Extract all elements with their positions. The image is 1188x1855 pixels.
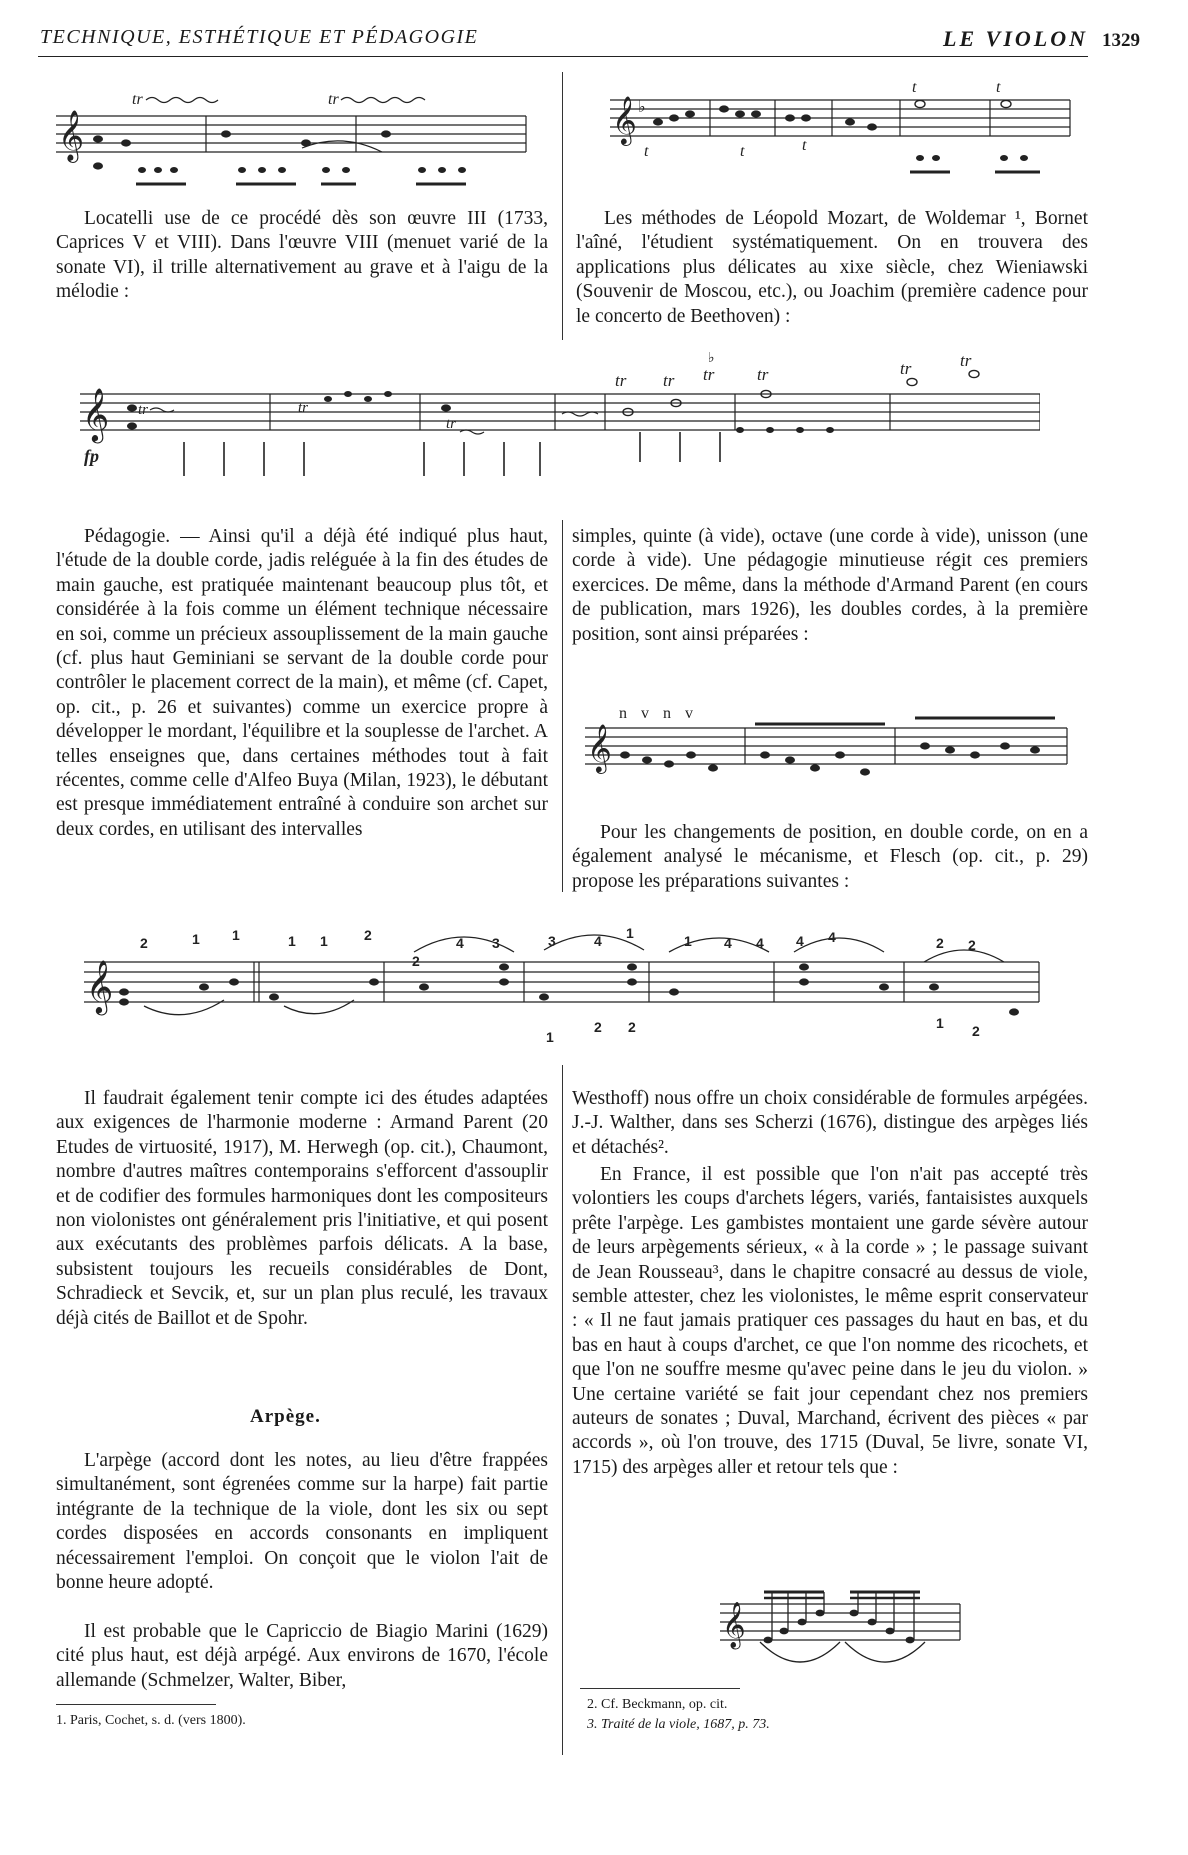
svg-text:tr: tr: [328, 91, 339, 108]
svg-text:1: 1: [232, 927, 240, 943]
svg-text:n v n v: n v n v: [619, 705, 698, 722]
svg-text:tr: tr: [138, 402, 149, 418]
footnote-1: 1. Paris, Cochet, s. d. (vers 1800).: [56, 1713, 246, 1728]
svg-text:4: 4: [796, 933, 804, 949]
svg-text:2: 2: [140, 935, 148, 951]
svg-text:1: 1: [626, 925, 634, 941]
svg-text:1: 1: [546, 1029, 554, 1045]
svg-text:4: 4: [594, 933, 602, 949]
svg-text:𝄞: 𝄞: [86, 959, 114, 1013]
paragraph-westhoff: Westhoff) nous offre un choix considérable de formules arpégées. J.-J. Walther, dans ses Scherzi (1676), distingue des arpèges liés et détachés².: [572, 1088, 1088, 1158]
svg-text:3: 3: [492, 935, 500, 951]
svg-text:2: 2: [968, 937, 976, 953]
svg-text:4: 4: [756, 935, 764, 951]
svg-text:t: t: [740, 143, 745, 160]
svg-text:4: 4: [456, 935, 464, 951]
svg-text:𝄞: 𝄞: [722, 1602, 746, 1648]
footnote-2: 2. Cf. Beckmann, op. cit.: [587, 1697, 728, 1712]
svg-text:2: 2: [594, 1019, 602, 1035]
music-example-duval: [720, 1580, 970, 1675]
section-heading-arpege: Arpège.: [250, 1406, 321, 1427]
column-rule-top: [562, 72, 563, 340]
music-example-wieniawski-joachim: [80, 352, 1040, 484]
paragraph-changements-position: Pour les changements de position, en double corde, on en a également analysé le mécanisme, et Flesch (op. cit., p. 29) propose les préparations suivantes :: [572, 822, 1088, 892]
svg-text:𝄞: 𝄞: [612, 95, 637, 144]
svg-text:tr: tr: [298, 400, 309, 416]
svg-text:♭: ♭: [708, 352, 715, 366]
footnote-rule-left: [56, 1704, 216, 1705]
music-example-mozart: [610, 72, 1080, 192]
svg-text:1: 1: [684, 933, 692, 949]
paragraph-simples: simples, quinte (à vide), octave (une corde à vide), unisson (une corde à vide). Une pédagogie minutieuse régit ces premiers exercices. De même, dans la méthode d'Armand Parent (en cours de publication, mars 1926), les doubles cordes, à la première position, sont ainsi préparées :: [572, 526, 1088, 645]
svg-text:t: t: [644, 143, 649, 160]
running-head-left: TECHNIQUE, ESTHÉTIQUE ET PÉDAGOGIE: [40, 26, 479, 48]
svg-text:tr: tr: [757, 365, 769, 384]
svg-text:tr: tr: [960, 352, 972, 370]
svg-text:2: 2: [972, 1023, 980, 1039]
music-example-flesch: [84, 922, 1044, 1052]
paragraph-methodes: Les méthodes de Léopold Mozart, de Woldemar ¹, Bornet l'aîné, l'étudient systématiquement. On en trouvera des applications plus délicates au xixe siècle, chez Wieniawski (Souvenir de Moscou, etc.), ou Joachim (première cadence pour le concerto de Beethoven) :: [576, 208, 1088, 327]
svg-text:tr: tr: [663, 371, 675, 390]
svg-text:𝄞: 𝄞: [82, 387, 110, 441]
music-example-parent: [585, 700, 1075, 815]
svg-text:1: 1: [288, 933, 296, 949]
svg-text:4: 4: [828, 929, 836, 945]
running-head-right: LE VIOLON: [943, 26, 1088, 51]
paragraph-harmonie-moderne: Il faudrait également tenir compte ici des études adaptées aux exigences de l'harmonie moderne : Armand Parent (20 Etudes de virtuosité, 1917), M. Herwegh (op. cit.), Chaumont, nombre d'autres maîtres contemporains s'efforcent d'assouplir et de codifier des formules harmoniques dont les compositeurs non violonistes ont généralement pris l'initiative, et qui posent aux exécutants des problèmes parfois délicats. A la base, subsistent toujours les recueils considérables de Dont, Schradieck et Sevcik, et, sur un plan plus reculé, les travaux déjà cités de Baillot et de Spohr.: [56, 1088, 548, 1329]
svg-text:tr: tr: [132, 91, 143, 108]
column-rule-middle: [562, 520, 563, 892]
header-rule: [38, 56, 1088, 57]
svg-text:1: 1: [192, 931, 200, 947]
footnote-3: 3. Traité de la viole, 1687, p. 73.: [587, 1717, 770, 1732]
paragraph-pedagogie: Pédagogie. — Ainsi qu'il a déjà été indiqué plus haut, l'étude de la double corde, jadis reléguée à la fin des études de main gauche, est pratiquée maintenant beaucoup plus tôt, et considérée à la fois comme un élément technique nécessaire en soi, comme un précieux assouplissement de la main gauche (cf. plus haut Geminiani se servant de la double corde pour contrôler le placement correct de la main), et même (cf. Capet, op. cit., p. 26 et suivantes) comme un exercice propre à développer le mordant, l'équilibre et la souplesse de l'archet. A telles enseignes que, dans certaines méthodes tout à fait récentes, comme celle d'Alfeo Buya (Milan, 1923), le débutant est presque immédiatement entraîné à conduire son archet sur deux cordes, en utilisant des intervalles: [56, 526, 548, 840]
svg-text:2: 2: [628, 1019, 636, 1035]
svg-text:𝄞: 𝄞: [58, 110, 85, 161]
svg-text:2: 2: [364, 927, 372, 943]
paragraph-locatelli: Locatelli use de ce procédé dès son œuvre III (1733, Caprices V et VIII). Dans l'œuvre VIII (menuet varié de la sonate VI), il trille alternativement au grave et à l'aigu de la mélodie :: [56, 208, 548, 303]
svg-text:1: 1: [936, 1015, 944, 1031]
column-rule-bottom: [562, 1065, 563, 1755]
svg-text:tr: tr: [615, 371, 627, 390]
svg-text:t: t: [996, 79, 1001, 96]
paragraph-marini: Il est probable que le Capriccio de Biagio Marini (1629) cité plus haut, est déjà arpégé. Aux environs de 1670, l'école allemande (Schmelzer, Walter, Biber,: [56, 1621, 548, 1691]
svg-text:♭: ♭: [638, 99, 646, 116]
svg-text:t: t: [802, 137, 807, 154]
music-example-locatelli: [56, 80, 536, 198]
svg-text:𝄞: 𝄞: [587, 723, 612, 772]
page-number: 1329: [1102, 30, 1140, 51]
paragraph-arpege-definition: L'arpège (accord dont les notes, au lieu d'être frappées simultanément, sont égrenées comme sur la harpe) fait partie intégrante de la technique de la viole, dont les six ou sept cordes disposées en accords consonants en impliquent nécessairement l'emploi. On conçoit que le violon l'ait de bonne heure adopté.: [56, 1450, 548, 1594]
svg-text:2: 2: [412, 953, 420, 969]
svg-text:4: 4: [724, 935, 732, 951]
svg-text:3: 3: [548, 933, 556, 949]
paragraph-france: En France, il est possible que l'on n'ait pas accepté très volontiers les coups d'archets légers, variés, fantaisistes auxquels prête l'arpège. Les gambistes montaient une garde sévère autour de leurs arpègements sérieux, « à la corde » ; le passage suivant de Jean Rousseau³, dans le chapitre consacré au dessus de viole, semble attester, chez les violonistes, le même esprit conservateur : « Il ne faut jamais pratiquer ces passages du haut en bas, et du bas en haut à coups d'archet, ce que l'on nomme des ricochets, et que l'on ne souffre mesme qu'avec peine dans le jeu du violon. » Une certaine variété se fait jour cependant chez nos premiers auteurs de sonates ; Duval, Marchand, écrivent des pièces « par accords », où l'on trouve, des 1715 (Duval, 5e livre, sonate VI, 1715) des arpèges aller et retour tels que :: [572, 1164, 1088, 1478]
svg-text:1: 1: [320, 933, 328, 949]
svg-text:2: 2: [936, 935, 944, 951]
svg-text:fp: fp: [84, 446, 99, 466]
svg-text:t: t: [912, 79, 917, 96]
svg-text:tr: tr: [703, 365, 715, 384]
footnote-rule-right: [580, 1688, 740, 1689]
svg-text:tr: tr: [900, 359, 912, 378]
svg-text:tr: tr: [446, 416, 457, 432]
